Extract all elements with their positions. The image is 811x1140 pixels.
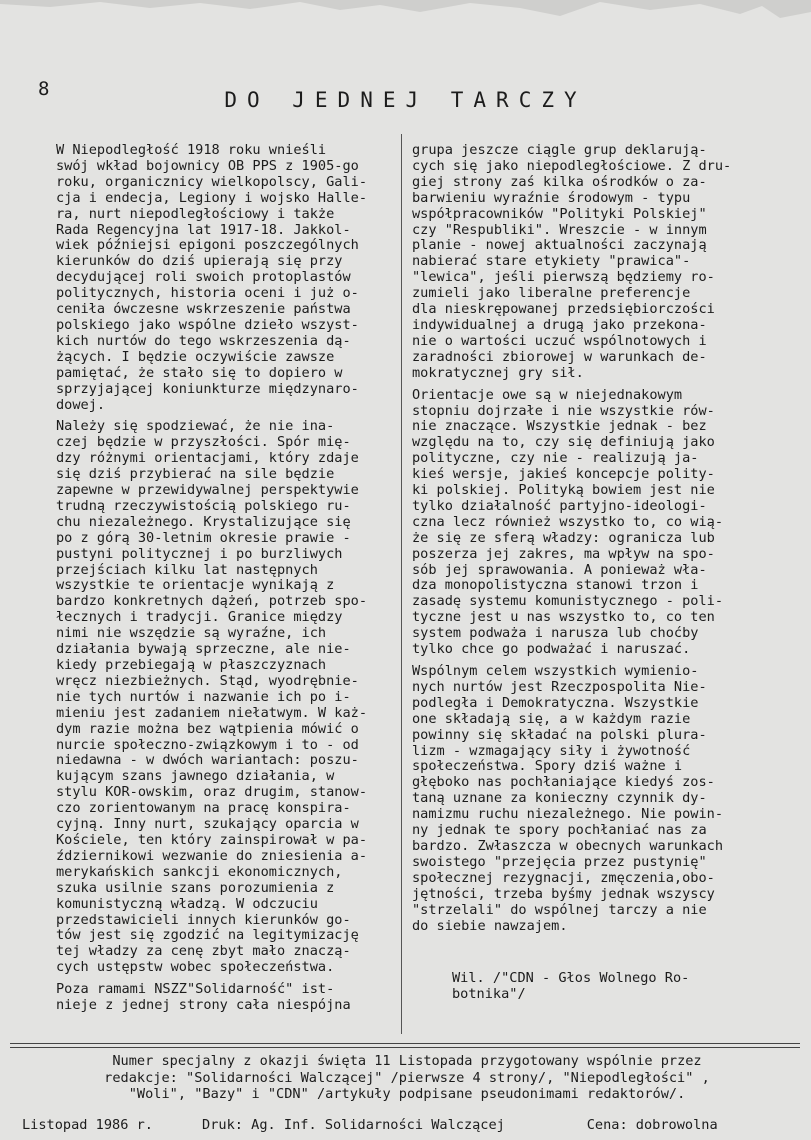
paragraph: Należy się spodziewać, że nie ina- czej będzie w przyszłości. Spór mię- dzy różnymi orientacjami, który zdaje się dziś przybierać na sile będzie zapewne w przewidywalnej perspektywie trudną rzeczywistością polskiego ru- chu niezależnego. Krystalizujące się po z górą 30-letnim okresie prawie - pustyni politycznej i po burzliwych przejściach kilku lat następnych wszystkie te orientacje wynikają z bardzo konkretnych dążeń, potrzeb spo- łecznych i tradycji. Granice między nimi nie wszędzie są wyraźne, ich działania bywają sprzeczne, ale nie- kiedy przebiegają w płaszczyznach wręcz niezbieżnych. Stąd, wyodrębnie- nie tych nurtów i nazwanie ich po i- mieniu jest zadaniem niełatwym. W każ- dym razie można bez wątpienia mówić o nurcie społeczno-związkowym i to - od niedawna - w dwóch wariantach: poszu- kującym szans jawnego działania, w stylu KOR-owskim, oraz drugim, stanow- czo zorientowanym na pracę konspira- cyjną. Inny nurt, szukający oparcia w Kościele, ten który zainspirował w pa- ździernikowi wezwanie do zniesienia a- merykańskich sankcji ekonomicznych, szuka usilnie szans porozumienia z komunistyczną władzą. W odczuciu przedstawicieli innych kierunków go- tów jest się zgodzić na legitymizację tej władzy za cenę zbyt mało znaczą- cych ustępstw wobec społeczeństwa.: [56, 418, 367, 976]
editorial-footnote: Numer specjalny z okazji święta 11 Listopada przygotowany wspólnie przez redakcje: "Solidarności Walczącej" /pierwsze 4 strony/, "Niepodległości" , "Woli", "Bazy" i "CDN" /artykuły podpisane pseudonimami redaktorów/.: [104, 1053, 710, 1103]
author-signature: Wil. /"CDN - Głos Wolnego Ro- botnika"/: [452, 970, 690, 1002]
paragraph: Wspólnym celem wszystkich wymienio- nych nurtów jest Rzeczpospolita Nie- podległa i Demokratyczna. Wszystkie one składają się, a w każdym razie powinny się składać na polski plura- lizm - wzmagający siły i żywotność społeczeństwa. Spory dziś ważne i głęboko nas pochłaniające kiedyś zos- taną uznane za konieczny czynnik dy- namizmu ruchu niezależnego. Nie powin- ny jednak te spory pochłaniać nas za bardzo. Zwłaszcza w obecnych warunkach swoistego "przejęcia przez pustynię" społecznej rezygnacji, zmęczenia,obo- jętności, trzeba byśmy jednak wszyscy "strzelali" do wspólnej tarczy a nie do siebie nawzajem.: [412, 663, 723, 934]
paragraph: Poza ramami NSZZ"Solidarność" ist- nieje z jednej strony cała niespójna: [56, 981, 351, 1014]
right-column: [412, 143, 784, 934]
paragraph: W Niepodległość 1918 roku wnieśli swój wkład bojownicy OB PPS z 1905-go roku, organicznicy wielkopolscy, Gali- cja i endecja, Legiony i wojsko Halle- ra, nurt niepodległościowy i także Rada Regencyjna lat 1917-18. Jakkol- wiek późniejsi epigoni poszczególnych kierunków do dziś upierają się przy decydującej roli swoich protoplastów politycznych, historia oceni i już o- ceniła ówczesne wskrzeszenie państwa polskiego jako wspólne dzieło wszyst- kich nurtów do tego wskrzeszenia dą- żących. I będzie oczywiście zawsze pamiętać, że stało się to dopiero w sprzyjającej koniunkturze międzynaro- dowej.: [56, 142, 367, 413]
torn-top-edge: [0, 0, 811, 30]
column-divider: [401, 134, 402, 1034]
footer-rule: [10, 1043, 800, 1044]
paragraph: Orientacje owe są w niejednakowym stopniu dojrzałe i nie wszystkie rów- nie znaczące. Wszystkie jednak - bez względu na to, czy się definiują jako polityczne, czy nie - realizują ja- kieś wersje, jakieś koncepcje polity- ki polskiej. Polityką bowiem jest nie tylko działalność partyjno-ideologi- czna lecz również wszystko to, co wią- że się ze sferą władzy: ogranicza lub poszerza jej zakres, ma wpływ na spo- sób jej sprawowania. A ponieważ wła- dza monopolistyczna stanowi trzon i zasadę systemu komunistycznego - poli- tyczne jest u nas wszystko to, co ten system podważa i narusza lub choćby tylko chce go podważać i naruszać.: [412, 386, 723, 658]
article-title: DO JEDNEJ TARCZY: [224, 88, 587, 112]
footer-rule: [10, 1047, 800, 1048]
paragraph: grupa jeszcze ciągle grup deklarują- cych się jako niepodległościowe. Z dru- giej strony zaś kilka ośrodków o za- barwieniu wyraźnie środowym - typu współpracowników "Polityki Polskiej" czy "Respubliki". Wreszcie - w innym planie - nowej aktualności zaczynają nabierać stare etykiety "prawica"- "lewica", jeśli pierwszą będziemy ro- zumieli jako liberalne preferencje dla nieskrępowanej przedsiębiorczości indywidualnej a drugą jako przekona- nie o wartości uczuć wspólnotowych i zaradności zbiorowej w warunkach de- mokratycznej gry sił.: [412, 142, 732, 381]
page-number: 8: [38, 78, 50, 100]
left-column: [56, 143, 398, 1014]
print-imprint: Listopad 1986 r. Druk: Ag. Inf. Solidarności Walczącej Cena: dobrowolna: [22, 1117, 718, 1133]
